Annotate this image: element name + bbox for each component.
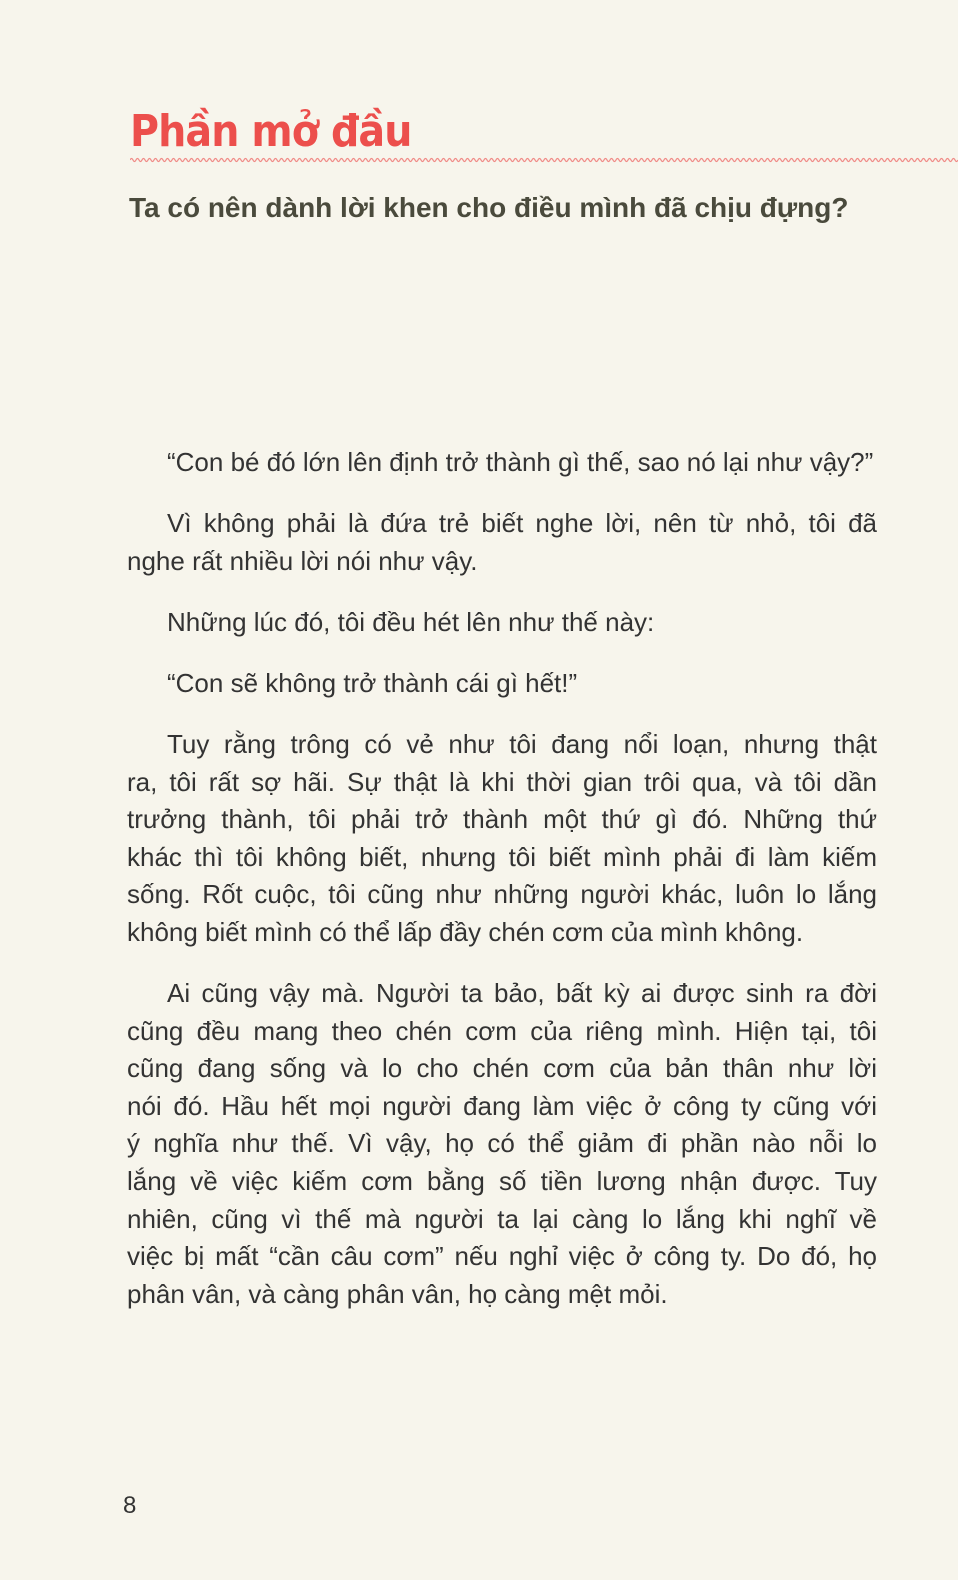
text-line: sống. Rốt cuộc, tôi cũng như những người khác, luôn lo lắng (127, 879, 877, 910)
page-number: 8 (123, 1492, 137, 1519)
text-line: không biết mình có thể lấp đầy chén cơm của mình không. (127, 916, 804, 947)
text-line: phân vân, và càng phân vân, họ càng mệt mỏi. (127, 1278, 668, 1309)
paragraph (127, 665, 877, 703)
text-line: nhiên, cũng vì thế mà người ta lại càng lo lắng khi nghĩ về (127, 1203, 877, 1234)
text-line: “Con sẽ không trở thành cái gì hết!” (167, 667, 578, 698)
chapter-subtitle: Ta có nên dành lời khen cho điều mình đã chịu đựng? (129, 192, 849, 223)
text-line: nghe rất nhiều lời nói như vậy. (127, 545, 478, 576)
text-line: cũng đều mang theo chén cơm của riêng mình. Hiện tại, tôi (127, 1015, 877, 1046)
text-line: Vì không phải là đứa trẻ biết nghe lời, nên từ nhỏ, tôi đã (167, 508, 877, 539)
text-line: Ai cũng vậy mà. Người ta bảo, bất kỳ ai được sinh ra đời (167, 978, 877, 1009)
text-line: ra, tôi rất sợ hãi. Sự thật là khi thời gian trôi qua, và tôi dần (127, 766, 877, 797)
text-line: cũng đang sống và lo cho chén cơm của bản thân như lời (127, 1053, 877, 1084)
wavy-divider (130, 156, 958, 164)
text-line: nói đó. Hầu hết mọi người đang làm việc ở công ty cũng với (127, 1090, 877, 1121)
chapter-heading: Phần mở đầu (130, 106, 412, 157)
text-line: khác thì tôi không biết, nhưng tôi biết mình phải đi làm kiếm (127, 841, 877, 872)
paragraph (127, 604, 877, 642)
paragraph (127, 726, 877, 952)
paragraph (127, 975, 877, 1313)
text-line: lắng về việc kiếm cơm bằng số tiền lương nhận được. Tuy (127, 1166, 877, 1196)
text-line: ý nghĩa như thế. Vì vậy, họ có thể giảm đi phần nào nỗi lo (127, 1128, 877, 1159)
paragraph (127, 444, 877, 482)
text-line: trưởng thành, tôi phải trở thành một thứ gì đó. Những thứ (127, 804, 877, 835)
text-line: Tuy rằng trông có vẻ như tôi đang nổi loạn, nhưng thật (167, 728, 877, 759)
text-line: Những lúc đó, tôi đều hét lên như thế này: (167, 606, 655, 637)
text-line: việc bị mất “cần câu cơm” nếu nghỉ việc ở công ty. Do đó, họ (127, 1241, 877, 1272)
paragraph (127, 505, 877, 580)
body-text (127, 444, 877, 1337)
text-line: “Con bé đó lớn lên định trở thành gì thế, sao nó lại như vậy?” (167, 447, 874, 477)
